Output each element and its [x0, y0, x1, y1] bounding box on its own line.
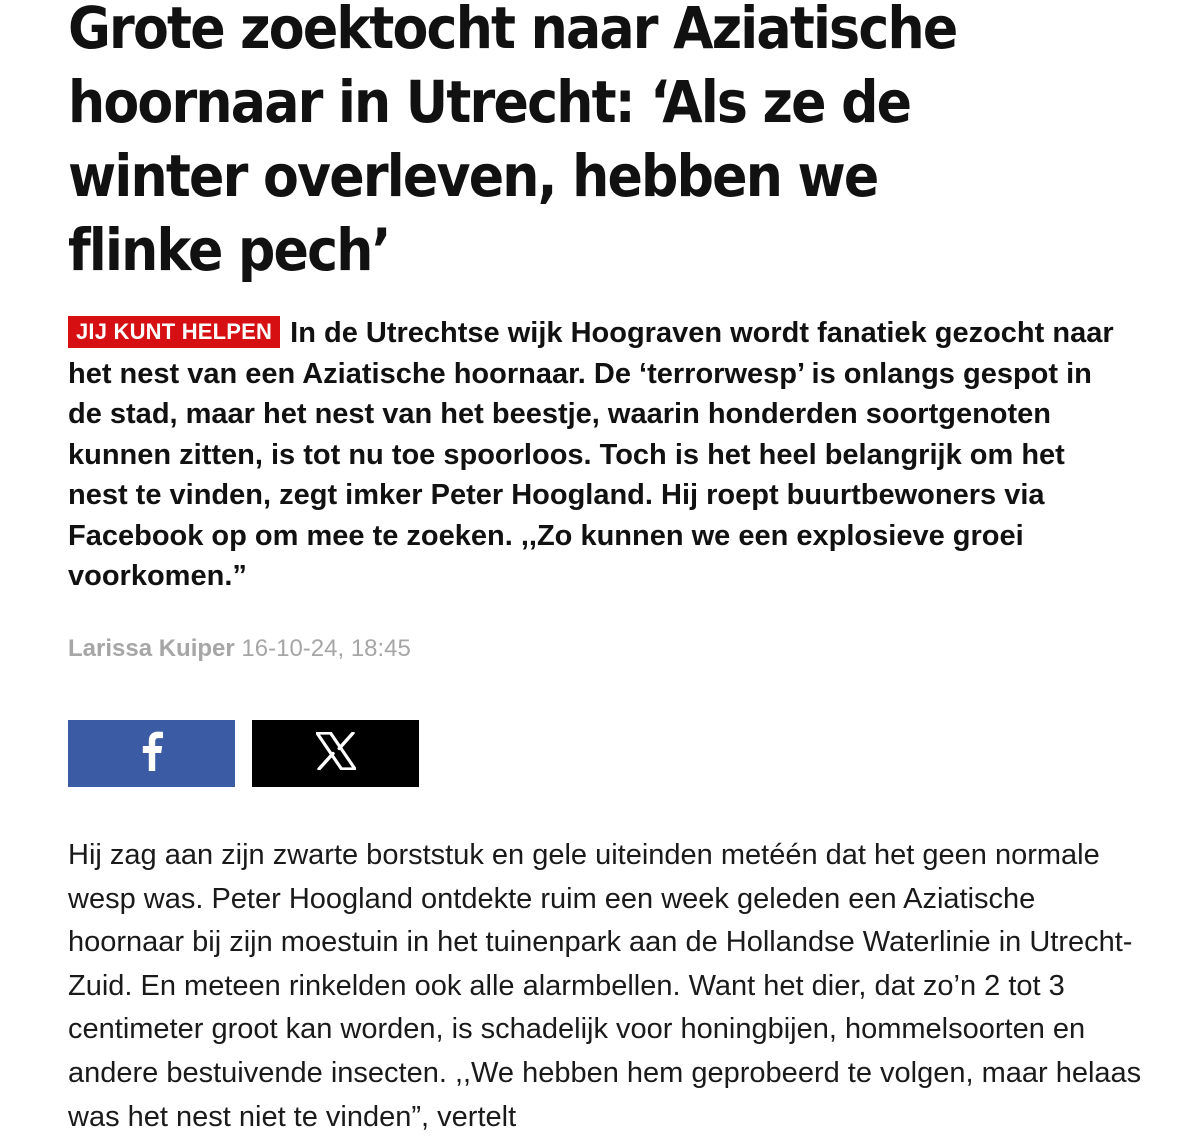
x-icon — [316, 732, 356, 775]
publish-date: 16-10-24, 18:45 — [241, 635, 411, 662]
author-name[interactable]: Larissa Kuiper — [68, 635, 235, 662]
share-buttons — [68, 720, 419, 787]
lead-paragraph — [68, 313, 1128, 597]
tag-badge[interactable]: JIJ KUNT HELPEN — [68, 316, 280, 348]
lead-text: In de Utrechtse wijk Hoograven wordt fanatiek gezocht naar het nest van een Aziatische hoornaar. De ‘terrorwesp’ is onlangs gespot in de stad, maar het nest van het beestje, waarin honderden soortgenoten kunnen zitten, is tot nu toe spoorloos. Toch is het heel belangrijk om het nest te vinden, zegt imker Peter Hoogland. Hij roept buurtbewoners via Facebook op om mee te zoeken. ,,Zo kunnen we een explosieve groei voorkomen.” — [68, 317, 1114, 592]
facebook-share-button[interactable] — [68, 720, 235, 787]
body-paragraph: Hij zag aan zijn zwarte borststuk en gele uiteinden metéén dat het geen normale wesp was. Peter Hoogland ontdekte ruim een week geleden een Aziatische hoornaar bij zijn moestuin in het tuinenpark aan de Hollandse Waterlinie in Utrecht-Zuid. En meteen rinkelden ook alle alarmbellen. Want het dier, dat zo’n 2 tot 3 centimeter groot kan worden, is schadelijk voor honingbijen, hommelsoorten en andere bestuivende insecten. ,,We hebben hem geprobeerd te volgen, maar helaas was het nest niet te vinden”, vertelt — [68, 839, 1142, 1133]
facebook-icon — [141, 731, 163, 776]
headline: Grote zoektocht naar Aziatische hoornaar in Utrecht: ‘Als ze de winter overleven, hebben we flinke pech’ — [68, 0, 957, 284]
byline — [68, 633, 411, 665]
x-share-button[interactable] — [252, 720, 419, 787]
